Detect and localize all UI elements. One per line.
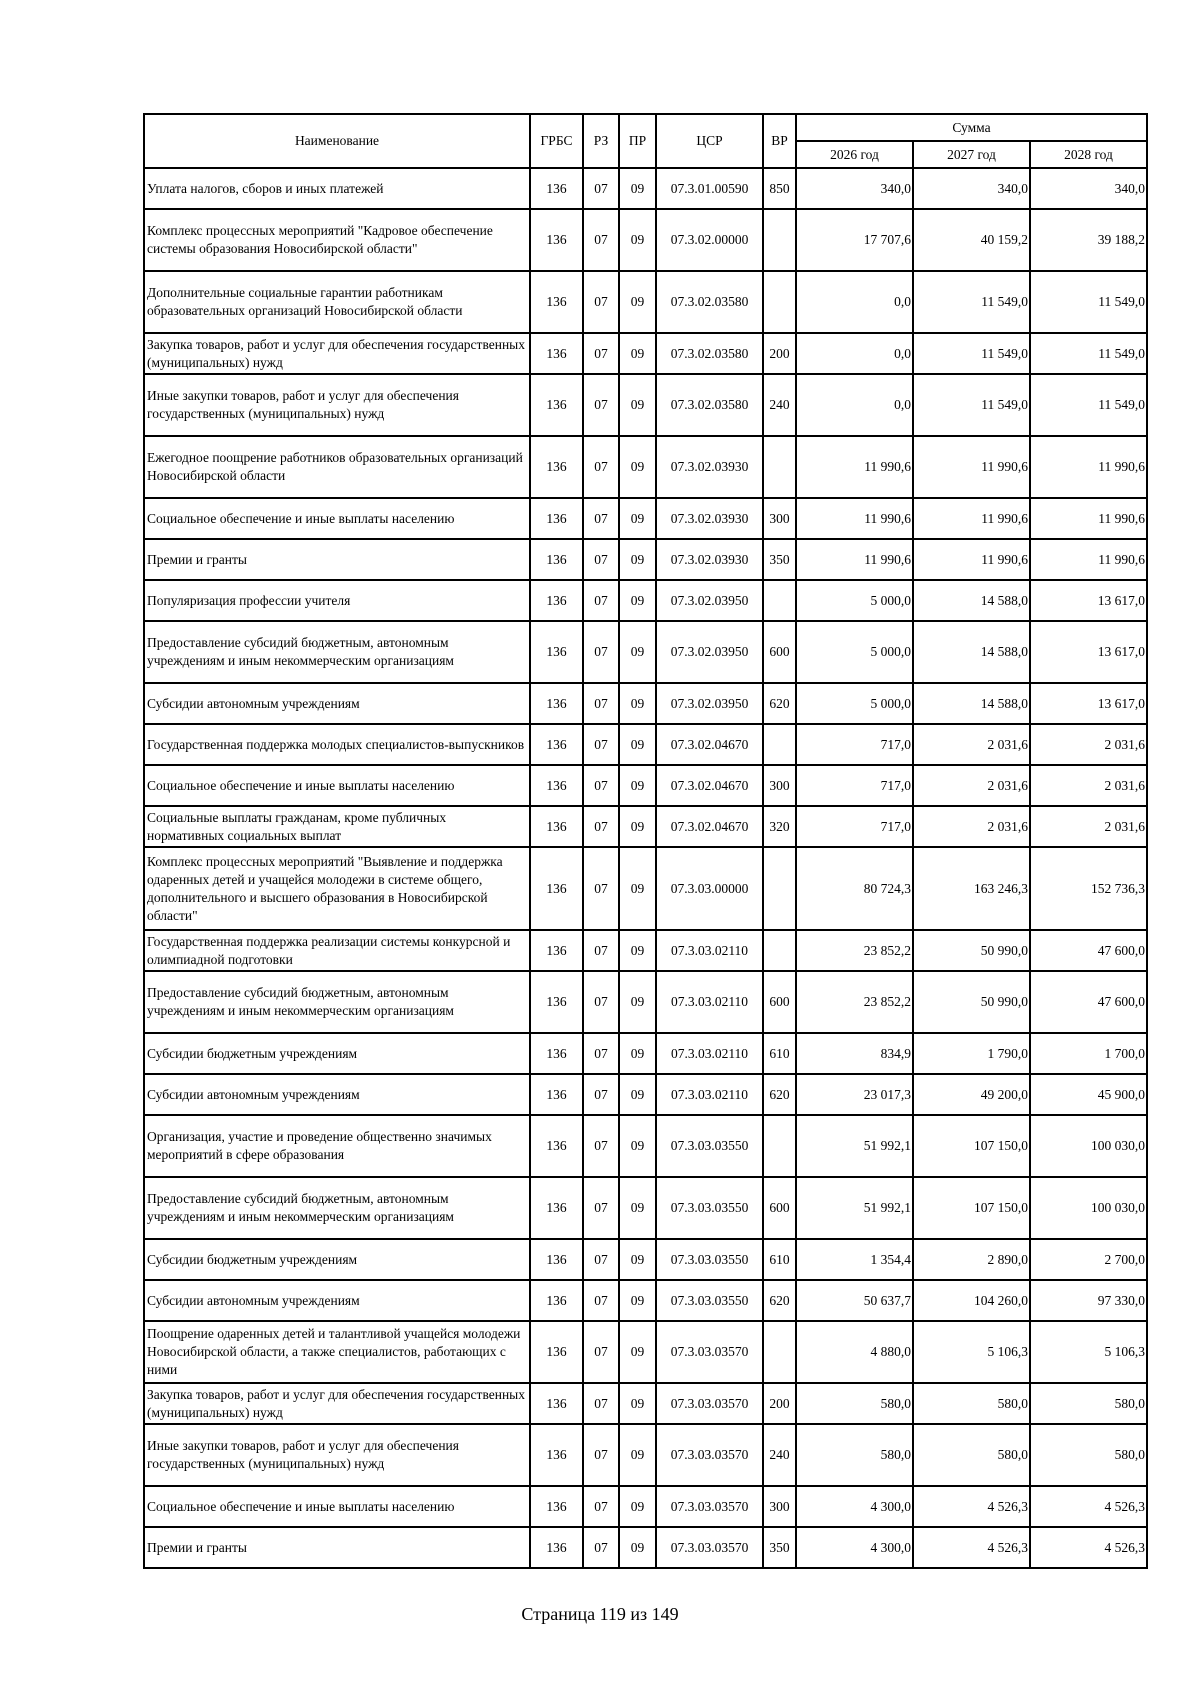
table-row (144, 930, 1147, 971)
cell-csr: 07.3.03.03550 (656, 1280, 763, 1321)
cell-csr: 07.3.02.03580 (656, 374, 763, 436)
cell-2027: 4 526,3 (913, 1486, 1030, 1527)
cell-2026: 5 000,0 (796, 683, 913, 724)
cell-vr (763, 209, 796, 271)
cell-csr: 07.3.03.00000 (656, 847, 763, 930)
table-row (144, 498, 1147, 539)
table-row (144, 271, 1147, 333)
cell-grbs: 136 (530, 1280, 583, 1321)
cell-rz: 07 (583, 333, 619, 374)
cell-grbs: 136 (530, 724, 583, 765)
table-row (144, 1074, 1147, 1115)
cell-2028: 11 990,6 (1030, 436, 1147, 498)
cell-name: Иные закупки товаров, работ и услуг для обеспечения государственных (муниципальных) нужд (144, 1424, 530, 1486)
cell-pr: 09 (619, 271, 656, 333)
cell-name: Предоставление субсидий бюджетным, автономным учреждениям и иным некоммерческим организациям (144, 1177, 530, 1239)
cell-csr: 07.3.03.02110 (656, 1074, 763, 1115)
header-sum: Сумма (796, 114, 1147, 141)
cell-2027: 11 990,6 (913, 498, 1030, 539)
cell-grbs: 136 (530, 333, 583, 374)
cell-2028: 340,0 (1030, 168, 1147, 209)
cell-name: Субсидии автономным учреждениям (144, 683, 530, 724)
cell-pr: 09 (619, 436, 656, 498)
cell-2027: 14 588,0 (913, 580, 1030, 621)
cell-2028: 2 031,6 (1030, 724, 1147, 765)
cell-name: Государственная поддержка молодых специалистов-выпускников (144, 724, 530, 765)
cell-2028: 11 990,6 (1030, 539, 1147, 580)
cell-rz: 07 (583, 1115, 619, 1177)
cell-2026: 0,0 (796, 271, 913, 333)
cell-2026: 0,0 (796, 374, 913, 436)
cell-name: Премии и гранты (144, 539, 530, 580)
cell-pr: 09 (619, 971, 656, 1033)
cell-pr: 09 (619, 580, 656, 621)
cell-name: Комплекс процессных мероприятий "Выявление и поддержка одаренных детей и учащейся молодежи в системе общего, дополнительного и высшего образования в Новосибирской области" (144, 847, 530, 930)
cell-pr: 09 (619, 374, 656, 436)
cell-2028: 13 617,0 (1030, 621, 1147, 683)
cell-csr: 07.3.03.02110 (656, 1033, 763, 1074)
table-row (144, 1527, 1147, 1568)
table-row (144, 971, 1147, 1033)
cell-name: Субсидии бюджетным учреждениям (144, 1033, 530, 1074)
table-row (144, 1177, 1147, 1239)
cell-2027: 50 990,0 (913, 971, 1030, 1033)
budget-table (143, 113, 1148, 1569)
cell-rz: 07 (583, 209, 619, 271)
cell-rz: 07 (583, 1486, 619, 1527)
cell-rz: 07 (583, 1280, 619, 1321)
cell-vr: 200 (763, 333, 796, 374)
cell-2026: 11 990,6 (796, 436, 913, 498)
cell-vr: 600 (763, 971, 796, 1033)
cell-2028: 100 030,0 (1030, 1115, 1147, 1177)
cell-2026: 580,0 (796, 1424, 913, 1486)
cell-pr: 09 (619, 1383, 656, 1424)
cell-csr: 07.3.03.03550 (656, 1177, 763, 1239)
cell-name: Комплекс процессных мероприятий "Кадровое обеспечение системы образования Новосибирской области" (144, 209, 530, 271)
cell-name: Премии и гранты (144, 1527, 530, 1568)
cell-vr: 620 (763, 1280, 796, 1321)
cell-2027: 107 150,0 (913, 1115, 1030, 1177)
cell-2028: 11 549,0 (1030, 271, 1147, 333)
cell-name: Субсидии автономным учреждениям (144, 1074, 530, 1115)
cell-2026: 51 992,1 (796, 1177, 913, 1239)
cell-2027: 2 890,0 (913, 1239, 1030, 1280)
cell-rz: 07 (583, 1321, 619, 1383)
cell-vr (763, 436, 796, 498)
cell-2026: 23 852,2 (796, 971, 913, 1033)
cell-csr: 07.3.02.03950 (656, 580, 763, 621)
cell-2028: 2 031,6 (1030, 806, 1147, 847)
cell-name: Предоставление субсидий бюджетным, автономным учреждениям и иным некоммерческим организациям (144, 971, 530, 1033)
cell-2026: 17 707,6 (796, 209, 913, 271)
cell-2028: 45 900,0 (1030, 1074, 1147, 1115)
cell-rz: 07 (583, 168, 619, 209)
cell-2026: 4 880,0 (796, 1321, 913, 1383)
cell-vr: 350 (763, 1527, 796, 1568)
table-row (144, 1486, 1147, 1527)
cell-name: Уплата налогов, сборов и иных платежей (144, 168, 530, 209)
table-row (144, 1383, 1147, 1424)
cell-2027: 11 549,0 (913, 333, 1030, 374)
cell-2027: 1 790,0 (913, 1033, 1030, 1074)
cell-rz: 07 (583, 374, 619, 436)
cell-2026: 717,0 (796, 806, 913, 847)
table-row (144, 765, 1147, 806)
cell-name: Предоставление субсидий бюджетным, автономным учреждениям и иным некоммерческим организациям (144, 621, 530, 683)
cell-grbs: 136 (530, 971, 583, 1033)
cell-pr: 09 (619, 539, 656, 580)
cell-2027: 2 031,6 (913, 765, 1030, 806)
cell-vr: 600 (763, 621, 796, 683)
cell-2027: 14 588,0 (913, 621, 1030, 683)
cell-2028: 100 030,0 (1030, 1177, 1147, 1239)
header-year-2027: 2027 год (913, 141, 1030, 168)
cell-rz: 07 (583, 847, 619, 930)
cell-name: Закупка товаров, работ и услуг для обеспечения государственных (муниципальных) нужд (144, 333, 530, 374)
cell-2026: 834,9 (796, 1033, 913, 1074)
cell-rz: 07 (583, 971, 619, 1033)
cell-2026: 5 000,0 (796, 621, 913, 683)
cell-grbs: 136 (530, 168, 583, 209)
cell-2028: 13 617,0 (1030, 683, 1147, 724)
header-year-2026: 2026 год (796, 141, 913, 168)
cell-pr: 09 (619, 1424, 656, 1486)
cell-vr (763, 1115, 796, 1177)
table-row (144, 724, 1147, 765)
table-row (144, 1033, 1147, 1074)
cell-2026: 11 990,6 (796, 498, 913, 539)
cell-csr: 07.3.03.03570 (656, 1527, 763, 1568)
cell-2028: 1 700,0 (1030, 1033, 1147, 1074)
cell-grbs: 136 (530, 621, 583, 683)
cell-csr: 07.3.02.04670 (656, 765, 763, 806)
cell-grbs: 136 (530, 539, 583, 580)
cell-pr: 09 (619, 1033, 656, 1074)
cell-2026: 580,0 (796, 1383, 913, 1424)
cell-2027: 40 159,2 (913, 209, 1030, 271)
cell-vr: 320 (763, 806, 796, 847)
cell-csr: 07.3.02.00000 (656, 209, 763, 271)
table-row (144, 168, 1147, 209)
cell-csr: 07.3.03.03570 (656, 1486, 763, 1527)
cell-pr: 09 (619, 498, 656, 539)
table-row (144, 436, 1147, 498)
cell-2028: 2 031,6 (1030, 765, 1147, 806)
cell-rz: 07 (583, 271, 619, 333)
cell-vr (763, 1321, 796, 1383)
cell-csr: 07.3.02.03950 (656, 683, 763, 724)
cell-vr: 300 (763, 765, 796, 806)
cell-vr: 620 (763, 683, 796, 724)
cell-vr: 610 (763, 1239, 796, 1280)
cell-pr: 09 (619, 930, 656, 971)
cell-rz: 07 (583, 806, 619, 847)
cell-pr: 09 (619, 1074, 656, 1115)
cell-2027: 14 588,0 (913, 683, 1030, 724)
cell-2028: 13 617,0 (1030, 580, 1147, 621)
table-body (144, 168, 1147, 1568)
table-row (144, 1424, 1147, 1486)
cell-2026: 51 992,1 (796, 1115, 913, 1177)
cell-pr: 09 (619, 209, 656, 271)
cell-rz: 07 (583, 580, 619, 621)
cell-name: Закупка товаров, работ и услуг для обеспечения государственных (муниципальных) нужд (144, 1383, 530, 1424)
cell-pr: 09 (619, 765, 656, 806)
cell-rz: 07 (583, 1424, 619, 1486)
cell-2026: 80 724,3 (796, 847, 913, 930)
cell-rz: 07 (583, 539, 619, 580)
cell-vr: 350 (763, 539, 796, 580)
cell-2028: 11 549,0 (1030, 374, 1147, 436)
cell-vr: 620 (763, 1074, 796, 1115)
cell-csr: 07.3.03.02110 (656, 971, 763, 1033)
cell-name: Ежегодное поощрение работников образовательных организаций Новосибирской области (144, 436, 530, 498)
table-row (144, 806, 1147, 847)
header-csr: ЦСР (656, 114, 763, 168)
cell-csr: 07.3.02.04670 (656, 724, 763, 765)
cell-2027: 163 246,3 (913, 847, 1030, 930)
cell-2027: 11 549,0 (913, 271, 1030, 333)
cell-2026: 4 300,0 (796, 1527, 913, 1568)
cell-csr: 07.3.03.03570 (656, 1321, 763, 1383)
cell-name: Социальные выплаты гражданам, кроме публичных нормативных социальных выплат (144, 806, 530, 847)
cell-csr: 07.3.01.00590 (656, 168, 763, 209)
cell-2028: 580,0 (1030, 1383, 1147, 1424)
cell-2027: 104 260,0 (913, 1280, 1030, 1321)
cell-pr: 09 (619, 847, 656, 930)
cell-vr: 200 (763, 1383, 796, 1424)
cell-2028: 2 700,0 (1030, 1239, 1147, 1280)
cell-pr: 09 (619, 333, 656, 374)
cell-2026: 11 990,6 (796, 539, 913, 580)
cell-vr: 600 (763, 1177, 796, 1239)
cell-name: Субсидии бюджетным учреждениям (144, 1239, 530, 1280)
cell-pr: 09 (619, 724, 656, 765)
cell-vr: 300 (763, 1486, 796, 1527)
table-row (144, 1239, 1147, 1280)
table-row (144, 333, 1147, 374)
table-row (144, 209, 1147, 271)
cell-vr (763, 580, 796, 621)
cell-vr: 240 (763, 1424, 796, 1486)
cell-grbs: 136 (530, 806, 583, 847)
table-row (144, 847, 1147, 930)
cell-vr: 610 (763, 1033, 796, 1074)
cell-2026: 717,0 (796, 724, 913, 765)
cell-2027: 2 031,6 (913, 806, 1030, 847)
cell-2027: 50 990,0 (913, 930, 1030, 971)
cell-grbs: 136 (530, 1383, 583, 1424)
cell-vr: 300 (763, 498, 796, 539)
cell-2027: 5 106,3 (913, 1321, 1030, 1383)
cell-pr: 09 (619, 1177, 656, 1239)
cell-rz: 07 (583, 1383, 619, 1424)
cell-pr: 09 (619, 1527, 656, 1568)
cell-grbs: 136 (530, 1033, 583, 1074)
cell-name: Субсидии автономным учреждениям (144, 1280, 530, 1321)
cell-name: Поощрение одаренных детей и талантливой учащейся молодежи Новосибирской области, а также специалистов, работающих с ними (144, 1321, 530, 1383)
cell-pr: 09 (619, 1486, 656, 1527)
cell-2026: 717,0 (796, 765, 913, 806)
cell-csr: 07.3.03.03550 (656, 1115, 763, 1177)
cell-rz: 07 (583, 498, 619, 539)
cell-2028: 5 106,3 (1030, 1321, 1147, 1383)
cell-rz: 07 (583, 1177, 619, 1239)
cell-grbs: 136 (530, 1424, 583, 1486)
header-vr: ВР (763, 114, 796, 168)
cell-vr (763, 930, 796, 971)
cell-2026: 5 000,0 (796, 580, 913, 621)
cell-2027: 11 990,6 (913, 436, 1030, 498)
cell-pr: 09 (619, 621, 656, 683)
cell-name: Социальное обеспечение и иные выплаты населению (144, 1486, 530, 1527)
header-rz: РЗ (583, 114, 619, 168)
cell-name: Дополнительные социальные гарантии работникам образовательных организаций Новосибирской области (144, 271, 530, 333)
cell-csr: 07.3.02.03580 (656, 271, 763, 333)
table-row (144, 539, 1147, 580)
cell-2028: 580,0 (1030, 1424, 1147, 1486)
cell-pr: 09 (619, 1321, 656, 1383)
cell-rz: 07 (583, 436, 619, 498)
cell-grbs: 136 (530, 580, 583, 621)
table-row (144, 580, 1147, 621)
cell-grbs: 136 (530, 209, 583, 271)
table-row (144, 374, 1147, 436)
cell-rz: 07 (583, 1239, 619, 1280)
table-row (144, 1115, 1147, 1177)
cell-2028: 97 330,0 (1030, 1280, 1147, 1321)
cell-grbs: 136 (530, 374, 583, 436)
cell-grbs: 136 (530, 1321, 583, 1383)
cell-csr: 07.3.02.03930 (656, 436, 763, 498)
cell-2026: 340,0 (796, 168, 913, 209)
cell-vr (763, 724, 796, 765)
cell-2027: 580,0 (913, 1383, 1030, 1424)
cell-2028: 39 188,2 (1030, 209, 1147, 271)
cell-2028: 11 549,0 (1030, 333, 1147, 374)
cell-name: Организация, участие и проведение общественно значимых мероприятий в сфере образования (144, 1115, 530, 1177)
cell-grbs: 136 (530, 1177, 583, 1239)
cell-rz: 07 (583, 930, 619, 971)
table-row (144, 683, 1147, 724)
cell-vr: 850 (763, 168, 796, 209)
cell-grbs: 136 (530, 1074, 583, 1115)
cell-pr: 09 (619, 1239, 656, 1280)
cell-2028: 4 526,3 (1030, 1486, 1147, 1527)
cell-2026: 23 852,2 (796, 930, 913, 971)
cell-2028: 47 600,0 (1030, 930, 1147, 971)
cell-grbs: 136 (530, 930, 583, 971)
page-number: Страница 119 из 149 (521, 1604, 679, 1624)
table-row (144, 1280, 1147, 1321)
header-name: Наименование (144, 114, 530, 168)
cell-name: Иные закупки товаров, работ и услуг для обеспечения государственных (муниципальных) нужд (144, 374, 530, 436)
cell-rz: 07 (583, 683, 619, 724)
cell-csr: 07.3.03.03570 (656, 1383, 763, 1424)
cell-grbs: 136 (530, 683, 583, 724)
cell-name: Популяризация профессии учителя (144, 580, 530, 621)
cell-pr: 09 (619, 1115, 656, 1177)
cell-pr: 09 (619, 683, 656, 724)
cell-grbs: 136 (530, 1527, 583, 1568)
cell-csr: 07.3.02.04670 (656, 806, 763, 847)
table-row (144, 621, 1147, 683)
cell-name: Социальное обеспечение и иные выплаты населению (144, 765, 530, 806)
cell-2026: 50 637,7 (796, 1280, 913, 1321)
cell-vr (763, 271, 796, 333)
cell-2028: 152 736,3 (1030, 847, 1147, 930)
cell-2026: 1 354,4 (796, 1239, 913, 1280)
cell-rz: 07 (583, 1527, 619, 1568)
cell-name: Социальное обеспечение и иные выплаты населению (144, 498, 530, 539)
cell-vr: 240 (763, 374, 796, 436)
table-row (144, 1321, 1147, 1383)
cell-2027: 340,0 (913, 168, 1030, 209)
cell-2028: 47 600,0 (1030, 971, 1147, 1033)
cell-2028: 11 990,6 (1030, 498, 1147, 539)
cell-grbs: 136 (530, 271, 583, 333)
cell-2028: 4 526,3 (1030, 1527, 1147, 1568)
cell-name: Государственная поддержка реализации системы конкурсной и олимпиадной подготовки (144, 930, 530, 971)
cell-grbs: 136 (530, 1239, 583, 1280)
cell-rz: 07 (583, 765, 619, 806)
cell-pr: 09 (619, 806, 656, 847)
header-year-2028: 2028 год (1030, 141, 1147, 168)
cell-csr: 07.3.03.03550 (656, 1239, 763, 1280)
cell-rz: 07 (583, 724, 619, 765)
cell-csr: 07.3.03.02110 (656, 930, 763, 971)
cell-grbs: 136 (530, 847, 583, 930)
cell-grbs: 136 (530, 436, 583, 498)
cell-grbs: 136 (530, 765, 583, 806)
cell-2027: 11 990,6 (913, 539, 1030, 580)
cell-2027: 2 031,6 (913, 724, 1030, 765)
cell-csr: 07.3.02.03930 (656, 539, 763, 580)
cell-2026: 4 300,0 (796, 1486, 913, 1527)
cell-csr: 07.3.02.03580 (656, 333, 763, 374)
cell-rz: 07 (583, 1033, 619, 1074)
cell-grbs: 136 (530, 1486, 583, 1527)
cell-2027: 11 549,0 (913, 374, 1030, 436)
cell-2027: 580,0 (913, 1424, 1030, 1486)
cell-pr: 09 (619, 168, 656, 209)
cell-rz: 07 (583, 621, 619, 683)
cell-csr: 07.3.02.03950 (656, 621, 763, 683)
cell-2027: 49 200,0 (913, 1074, 1030, 1115)
header-pr: ПР (619, 114, 656, 168)
cell-pr: 09 (619, 1280, 656, 1321)
cell-2027: 107 150,0 (913, 1177, 1030, 1239)
cell-grbs: 136 (530, 498, 583, 539)
cell-rz: 07 (583, 1074, 619, 1115)
cell-csr: 07.3.03.03570 (656, 1424, 763, 1486)
cell-grbs: 136 (530, 1115, 583, 1177)
header-grbs: ГРБС (530, 114, 583, 168)
cell-vr (763, 847, 796, 930)
cell-2026: 0,0 (796, 333, 913, 374)
cell-2026: 23 017,3 (796, 1074, 913, 1115)
cell-2027: 4 526,3 (913, 1527, 1030, 1568)
cell-csr: 07.3.02.03930 (656, 498, 763, 539)
